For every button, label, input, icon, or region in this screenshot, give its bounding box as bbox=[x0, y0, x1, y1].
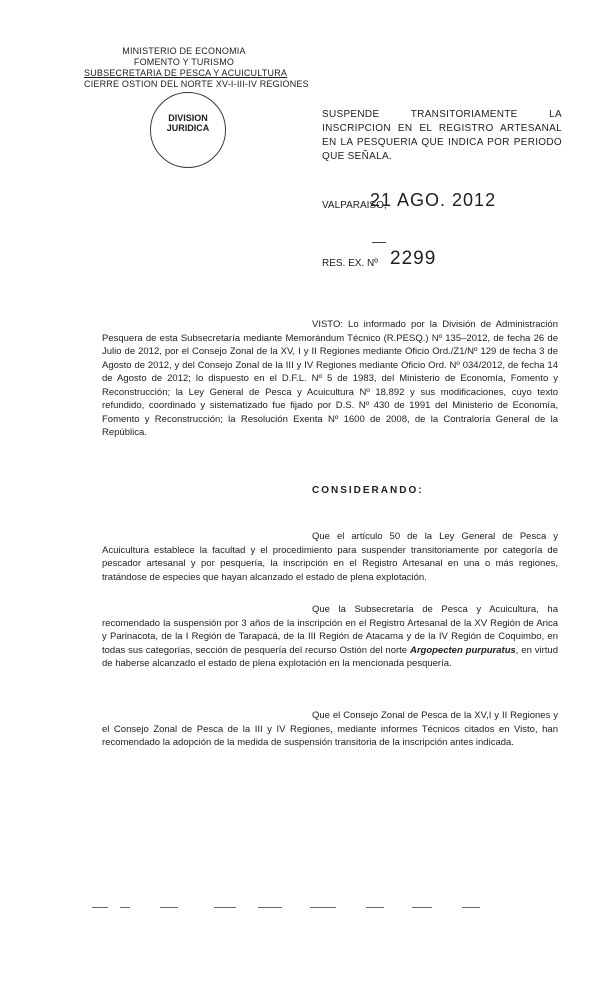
footer-dash-6 bbox=[310, 907, 336, 908]
considerando-paragraph-1: Que el artículo 50 de la Ley General de Pesca y Acuicultura establece la facultad y el procedimiento para suspender transitoriamente por categoría de pescador artesanal y por pesquería, la inscripción en el Registro Artesanal en una o más regiones, tratándose de especies que hayan alcanzado el estado de plena explotación. bbox=[102, 531, 558, 583]
resolution-dash bbox=[372, 242, 386, 243]
footer-dash-3 bbox=[160, 907, 178, 908]
resolution-number: 2299 bbox=[390, 248, 437, 269]
considerando-paragraph-2 bbox=[102, 603, 558, 671]
footer-dash-5 bbox=[258, 907, 282, 908]
considerando-2-text-a: Que la Subsecretaría de Pesca y Acuicultura, ha recomendado la suspensión por 3 años de la inscripción en el Registro Artesanal de la XV Región de Arica y Parinacota, de la I Región de Tarapacá, de la III Región de Atacama y de la IV Región de Coquimbo, en todas sus categorías, sección de pesquería del recurso Ostión del norte bbox=[102, 604, 558, 656]
footer-dash-4 bbox=[214, 907, 236, 908]
footer-dash-7 bbox=[366, 907, 384, 908]
considerando-2-text-b: , en virtud de haberse alcanzado el estado de plena explotación en la mencionada pesquería. bbox=[102, 644, 558, 669]
footer-dash-1 bbox=[92, 907, 108, 908]
stamp-line-2: JURIDICA bbox=[166, 123, 210, 133]
letterhead-ministry-sub: FOMENTO Y TURISMO bbox=[133, 57, 235, 67]
considerando-heading: CONSIDERANDO: bbox=[312, 485, 424, 496]
species-name: Argopecten purpuratus bbox=[409, 644, 516, 656]
subject-heading: SUSPENDE TRANSITORIAMENTE LA INSCRIPCION EN EL REGISTRO ARTESANAL EN LA PESQUERIA QUE INDICA POR PERIODO QUE SEÑALA. bbox=[322, 109, 562, 162]
considerando-paragraph-3: Que el Consejo Zonal de Pesca de la XV,I y II Regiones y el Consejo Zonal de Pesca de la III y IV Regiones, mediante informes Técnicos citados en Visto, han recomendado la adopción de la medida de suspensión transitoria de la inscripción antes indicada. bbox=[102, 710, 558, 748]
footer-dash-8 bbox=[412, 907, 432, 908]
letterhead-reference: CIERRE OSTION DEL NORTE XV-I-III-IV REGIONES bbox=[84, 79, 309, 89]
division-stamp bbox=[150, 92, 226, 168]
place-label: VALPARAISO, bbox=[322, 200, 387, 211]
stamp-line-1: DIVISION bbox=[168, 113, 208, 123]
footer-dash-2 bbox=[120, 907, 130, 908]
footer-dash-9 bbox=[462, 907, 480, 908]
visto-paragraph: VISTO: Lo informado por la División de Administración Pesquera de esta Subsecretaría mediante Memorándum Técnico (R.PESQ.) Nº 135–2012, de fecha 26 de Julio de 2012, por el Consejo Zonal de la XV, I y II Regiones mediante Oficio Ord./Z1/Nº 129 de fecha 3 de Agosto de 2012, y del Consejo Zonal de la III y IV Regiones mediante Oficio Ord. Nº 034/2012, de fecha 14 de Agosto de 2012; lo dispuesto en el D.F.L. Nº 5 de 1983, del Ministerio de Economía, Fomento y Reconstrucción; la Ley General de Pesca y Acuicultura Nº 18.892 y sus modificaciones, cuyo texto refundido, coordinado y sistematizado fue fijado por D.S. Nº 430 de 1991 del Ministerio de Economía, Fomento y Reconstrucción; la Resolución Exenta Nº 1600 de 2008, de la Contraloría General de la República. bbox=[102, 319, 558, 438]
letterhead-ministry: MINISTERIO DE ECONOMIA bbox=[122, 46, 246, 56]
letterhead-subsecretaria: SUBSECRETARIA DE PESCA Y ACUICULTURA bbox=[84, 68, 288, 78]
resolution-label: RES. EX. Nº bbox=[322, 258, 378, 269]
letterhead bbox=[84, 46, 309, 90]
date-stamp: 21 AGO. 2012 bbox=[370, 190, 497, 210]
